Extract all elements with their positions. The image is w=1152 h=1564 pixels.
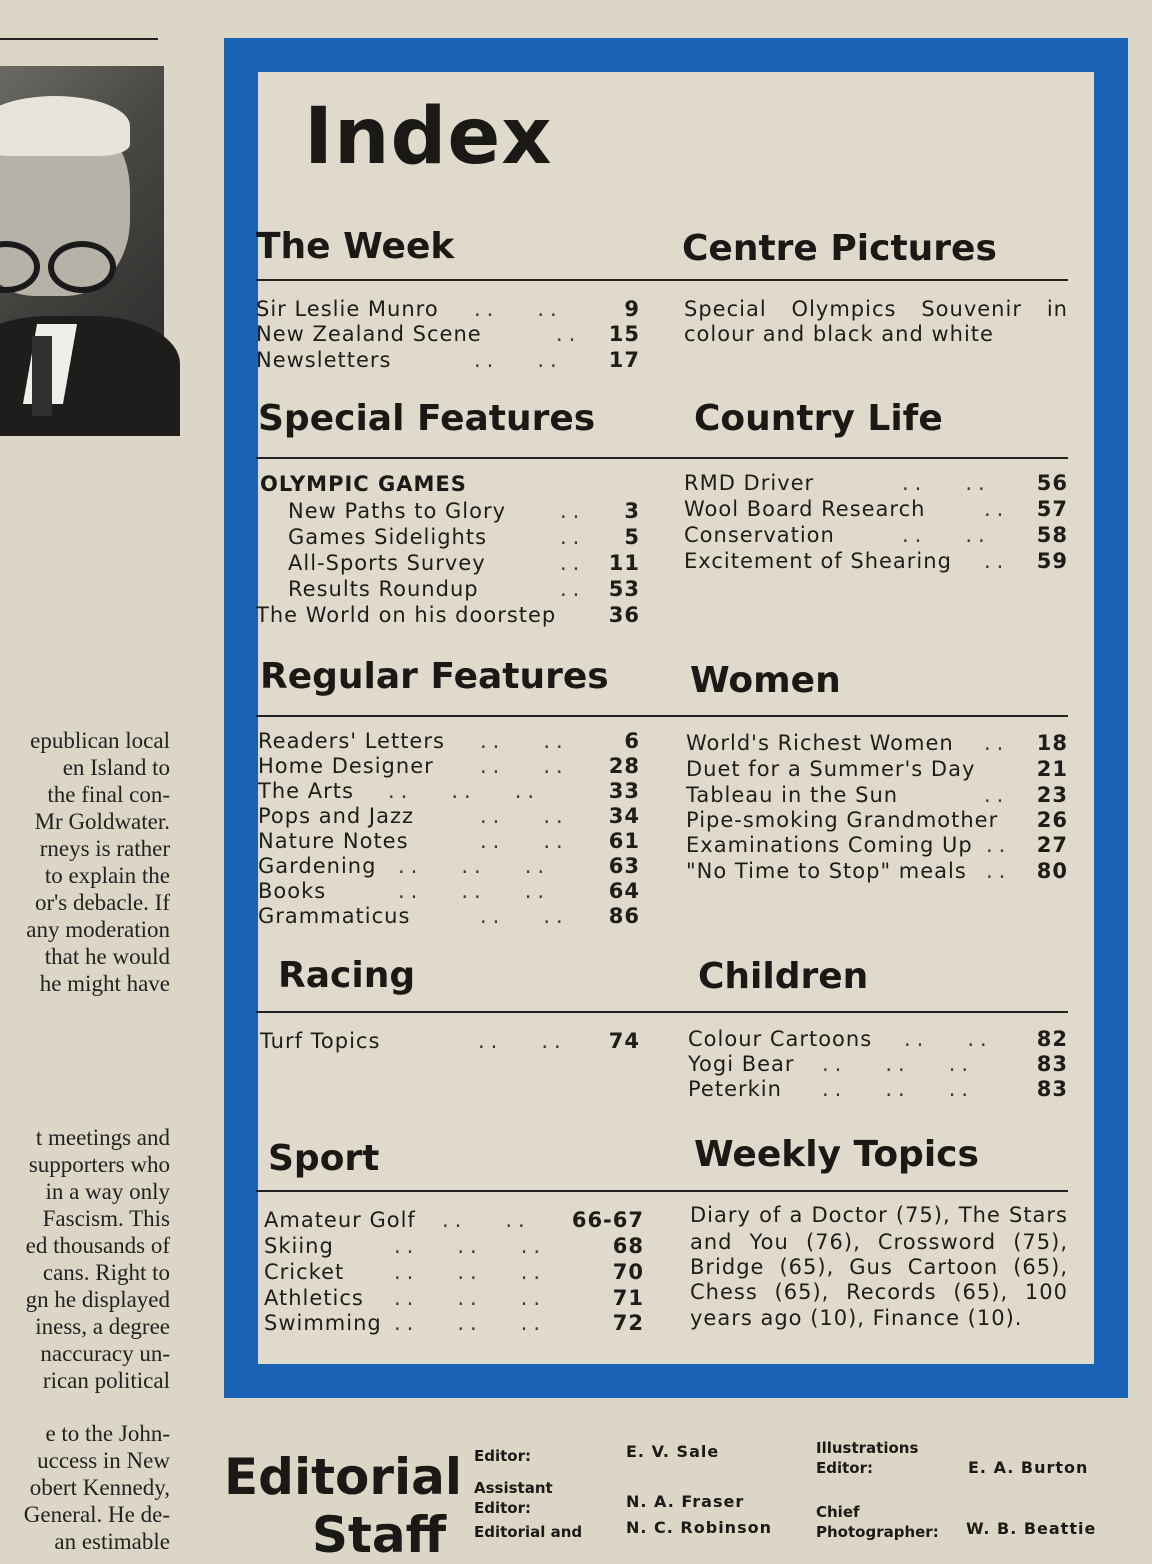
index-entry: World's Richest Women .. 18 — [686, 731, 1068, 755]
index-entry: Wool Board Research .. 57 — [684, 497, 1068, 521]
divider — [256, 279, 1068, 281]
article-text-block-1: epublican local en Island to the final con- Mr Goldwater. rneys is rather to explain the or's debacle. If any moderation that he would he might have — [26, 728, 170, 996]
editorial-label: Editorial and — [474, 1523, 583, 1541]
index-entry: Grammaticus .. .. 86 — [258, 904, 640, 928]
index-entry: Pops and Jazz .. .. 34 — [258, 804, 640, 828]
index-entry: Athletics .. .. .. 71 — [264, 1286, 644, 1310]
portrait-photo — [0, 66, 164, 396]
centre-pictures-heading: Centre Pictures — [682, 228, 997, 269]
index-entry: Turf Topics .. .. 74 — [260, 1029, 640, 1053]
centre-pictures-line-1: Special Olympics Souvenir in — [684, 297, 1068, 321]
editor-label: Editor: — [474, 1447, 531, 1465]
divider — [256, 1011, 1068, 1013]
regular-features-heading: Regular Features — [260, 656, 609, 697]
assistant-editor-label: Assistant Editor: — [474, 1479, 553, 1517]
illustrations-editor-name: E. A. Burton — [968, 1458, 1089, 1477]
index-entry: Cricket .. .. .. 70 — [264, 1260, 644, 1284]
index-entry: Gardening .. .. .. 63 — [258, 854, 640, 878]
index-entry: Excitement of Shearing .. 59 — [684, 549, 1068, 573]
index-entry: Amateur Golf .. .. 66-67 — [264, 1208, 644, 1232]
racing-heading: Racing — [278, 955, 416, 996]
weekly-topics-line: Chess (65), Records (65), 100 — [690, 1280, 1068, 1304]
index-entry: Duet for a Summer's Day 21 — [686, 757, 1068, 781]
weekly-topics-line: Diary of a Doctor (75), The Stars — [690, 1203, 1068, 1227]
index-entry: Home Designer .. .. 28 — [258, 754, 640, 778]
index-entry: All-Sports Survey .. 11 — [288, 551, 640, 575]
index-entry: The Arts .. .. .. 33 — [258, 779, 640, 803]
centre-pictures-line-2: colour and black and white — [684, 322, 994, 346]
index-entry: Nature Notes .. .. 61 — [258, 829, 640, 853]
index-entry: Books .. .. .. 64 — [258, 879, 640, 903]
index-entry: New Paths to Glory .. 3 — [288, 499, 640, 523]
editor-name: E. V. Sale — [626, 1442, 720, 1461]
illustrations-editor-label: Illustrations Editor: — [816, 1439, 919, 1477]
index-entry: Newsletters .. .. 17 — [256, 348, 640, 372]
index-entry: Results Roundup .. 53 — [288, 577, 640, 601]
index-entry: Sir Leslie Munro .. .. 9 — [256, 297, 640, 321]
index-entry: Readers' Letters .. .. 6 — [258, 729, 640, 753]
weekly-topics-line: and You (76), Crossword (75), — [690, 1230, 1068, 1254]
index-entry: Yogi Bear .. .. .. 83 — [688, 1052, 1068, 1076]
chief-photographer-label: Chief Photographer: — [816, 1503, 939, 1541]
index-entry: Peterkin .. .. .. 83 — [688, 1077, 1068, 1101]
weekly-topics-line: years ago (10), Finance (10). — [690, 1306, 1023, 1330]
chief-photographer-name: W. B. Beattie — [966, 1519, 1097, 1538]
index-entry: RMD Driver .. .. 56 — [684, 471, 1068, 495]
divider — [256, 457, 1068, 459]
index-entry: Conservation .. .. 58 — [684, 523, 1068, 547]
sport-heading: Sport — [268, 1138, 380, 1179]
women-heading: Women — [690, 660, 841, 701]
divider — [256, 715, 1068, 717]
index-entry: Colour Cartoons .. .. 82 — [688, 1027, 1068, 1051]
children-heading: Children — [698, 956, 869, 997]
weekly-topics-heading: Weekly Topics — [694, 1134, 979, 1175]
the-week-heading: The Week — [256, 226, 455, 267]
olympic-games-subheading: OLYMPIC GAMES — [260, 472, 467, 496]
index-entry: Games Sidelights .. 5 — [288, 525, 640, 549]
index-entry: Pipe-smoking Grandmother 26 — [686, 808, 1068, 832]
index-entry: Examinations Coming Up .. 27 — [686, 833, 1068, 857]
left-column — [0, 0, 170, 1554]
editorial-name: N. C. Robinson — [626, 1518, 772, 1537]
index-entry: The World on his doorstep 36 — [256, 603, 640, 627]
country-life-heading: Country Life — [694, 398, 943, 439]
index-entry: Tableau in the Sun .. 23 — [686, 783, 1068, 807]
index-title: Index — [304, 92, 553, 182]
index-entry: Swimming .. .. .. 72 — [264, 1311, 644, 1335]
divider — [256, 1190, 1068, 1192]
article-text-block-3: e to the John- uccess in New obert Kennedy, General. He de- an estimable — [23, 1421, 170, 1554]
index-entry: New Zealand Scene .. 15 — [256, 322, 640, 346]
article-text-block-2: t meetings and supporters who in a way only Fascism. This ed thousands of cans. Right to gn he displayed iness, a degree naccuracy un- rican political — [25, 1125, 170, 1393]
editorial-staff-heading: Editorial Staff — [224, 1448, 463, 1564]
weekly-topics-line: Bridge (65), Gus Cartoon (65), — [690, 1255, 1068, 1279]
column-rule — [0, 38, 158, 40]
index-entry: Skiing .. .. .. 68 — [264, 1234, 644, 1258]
assistant-editor-name: N. A. Fraser — [626, 1492, 745, 1511]
index-entry: "No Time to Stop" meals .. 80 — [686, 859, 1068, 883]
special-features-heading: Special Features — [258, 398, 596, 439]
